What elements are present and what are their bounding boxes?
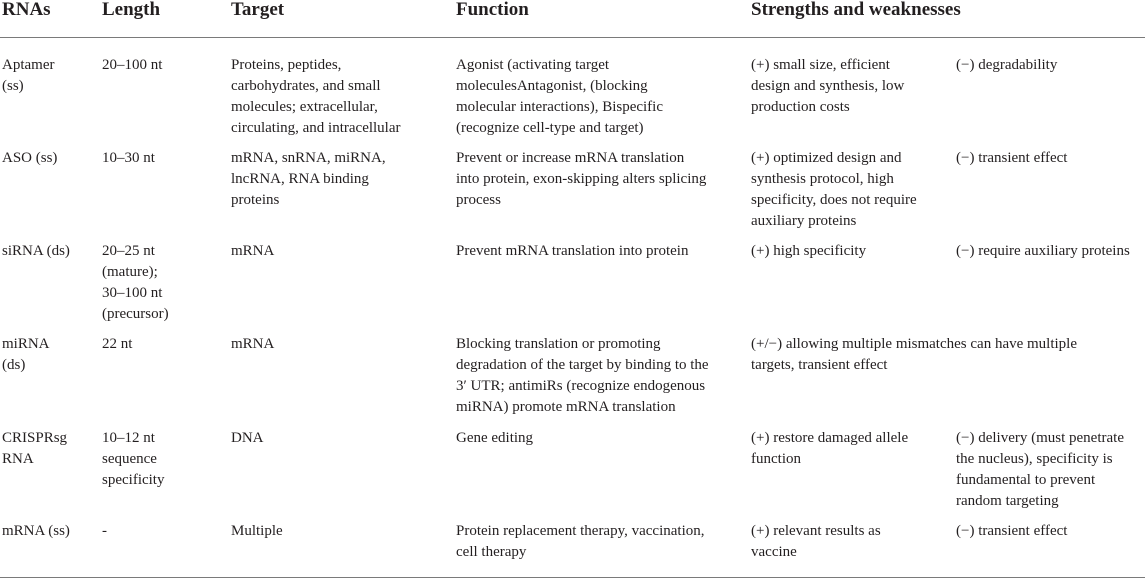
header-target: Target bbox=[231, 0, 285, 20]
cell-rna: ASO (ss) bbox=[2, 150, 58, 166]
cell-strength-weakness-combined: (+/−) allowing multiple mismatches can have multiple targets, transient effect bbox=[751, 336, 1078, 373]
cell-target: mRNA, snRNA, miRNA, lncRNA, RNA binding proteins bbox=[231, 150, 386, 208]
cell-function: Agonist (activating target moleculesAntagonist, (blocking molecular interactions), Bispecific (recognize cell-type and target) bbox=[456, 57, 664, 136]
table-header-row bbox=[0, 0, 1145, 38]
header-length: Length bbox=[102, 0, 161, 20]
cell-function: Prevent or increase mRNA translation into protein, exon-skipping alters splicing process bbox=[456, 150, 707, 208]
cell-strength: (+) small size, efficient design and synthesis, low production costs bbox=[751, 57, 905, 115]
cell-target: DNA bbox=[231, 430, 264, 446]
cell-weakness: (−) transient effect bbox=[956, 523, 1068, 539]
header-strengths-weaknesses: Strengths and weaknesses bbox=[751, 0, 961, 20]
header-rnas: RNAs bbox=[2, 0, 51, 20]
cell-length: - bbox=[102, 523, 107, 539]
cell-strength: (+) high specificity bbox=[751, 243, 867, 259]
cell-function: Protein replacement therapy, vaccination, cell therapy bbox=[456, 523, 705, 560]
cell-rna: CRISPRsg RNA bbox=[2, 430, 68, 467]
header-function: Function bbox=[456, 0, 529, 20]
cell-length: 10–12 nt sequence specificity bbox=[102, 430, 165, 488]
cell-function: Prevent mRNA translation into protein bbox=[456, 243, 689, 259]
cell-length: 20–100 nt bbox=[102, 57, 163, 73]
cell-rna: miRNA (ds) bbox=[2, 336, 50, 373]
cell-strength: (+) optimized design and synthesis protocol, high specificity, does not require auxiliary proteins bbox=[751, 150, 917, 229]
cell-length: 20–25 nt (mature); 30–100 nt (precursor) bbox=[102, 243, 169, 322]
cell-rna: mRNA (ss) bbox=[2, 523, 70, 539]
cell-rna: siRNA (ds) bbox=[2, 243, 70, 259]
cell-strength: (+) relevant results as vaccine bbox=[751, 523, 881, 560]
cell-weakness: (−) degradability bbox=[956, 57, 1058, 73]
cell-function: Blocking translation or promoting degradation of the target by binding to the 3′ UTR; antimiRs (recognize endogenous miRNA) promote mRNA translation bbox=[456, 336, 709, 415]
cell-weakness: (−) require auxiliary proteins bbox=[956, 243, 1130, 259]
cell-target: Multiple bbox=[231, 523, 283, 539]
cell-strength: (+) restore damaged allele function bbox=[751, 430, 909, 467]
cell-target: Proteins, peptides, carbohydrates, and small molecules; extracellular, circulating, and intracellular bbox=[231, 57, 401, 136]
cell-function: Gene editing bbox=[456, 430, 534, 446]
cell-target: mRNA bbox=[231, 336, 275, 352]
table-bottom-rule bbox=[0, 577, 1145, 578]
cell-weakness: (−) transient effect bbox=[956, 150, 1068, 166]
cell-rna: Aptamer (ss) bbox=[2, 57, 55, 94]
cell-length: 10–30 nt bbox=[102, 150, 155, 166]
cell-weakness: (−) delivery (must penetrate the nucleus), specificity is fundamental to prevent random targeting bbox=[956, 430, 1124, 509]
cell-target: mRNA bbox=[231, 243, 275, 259]
cell-length: 22 nt bbox=[102, 336, 133, 352]
